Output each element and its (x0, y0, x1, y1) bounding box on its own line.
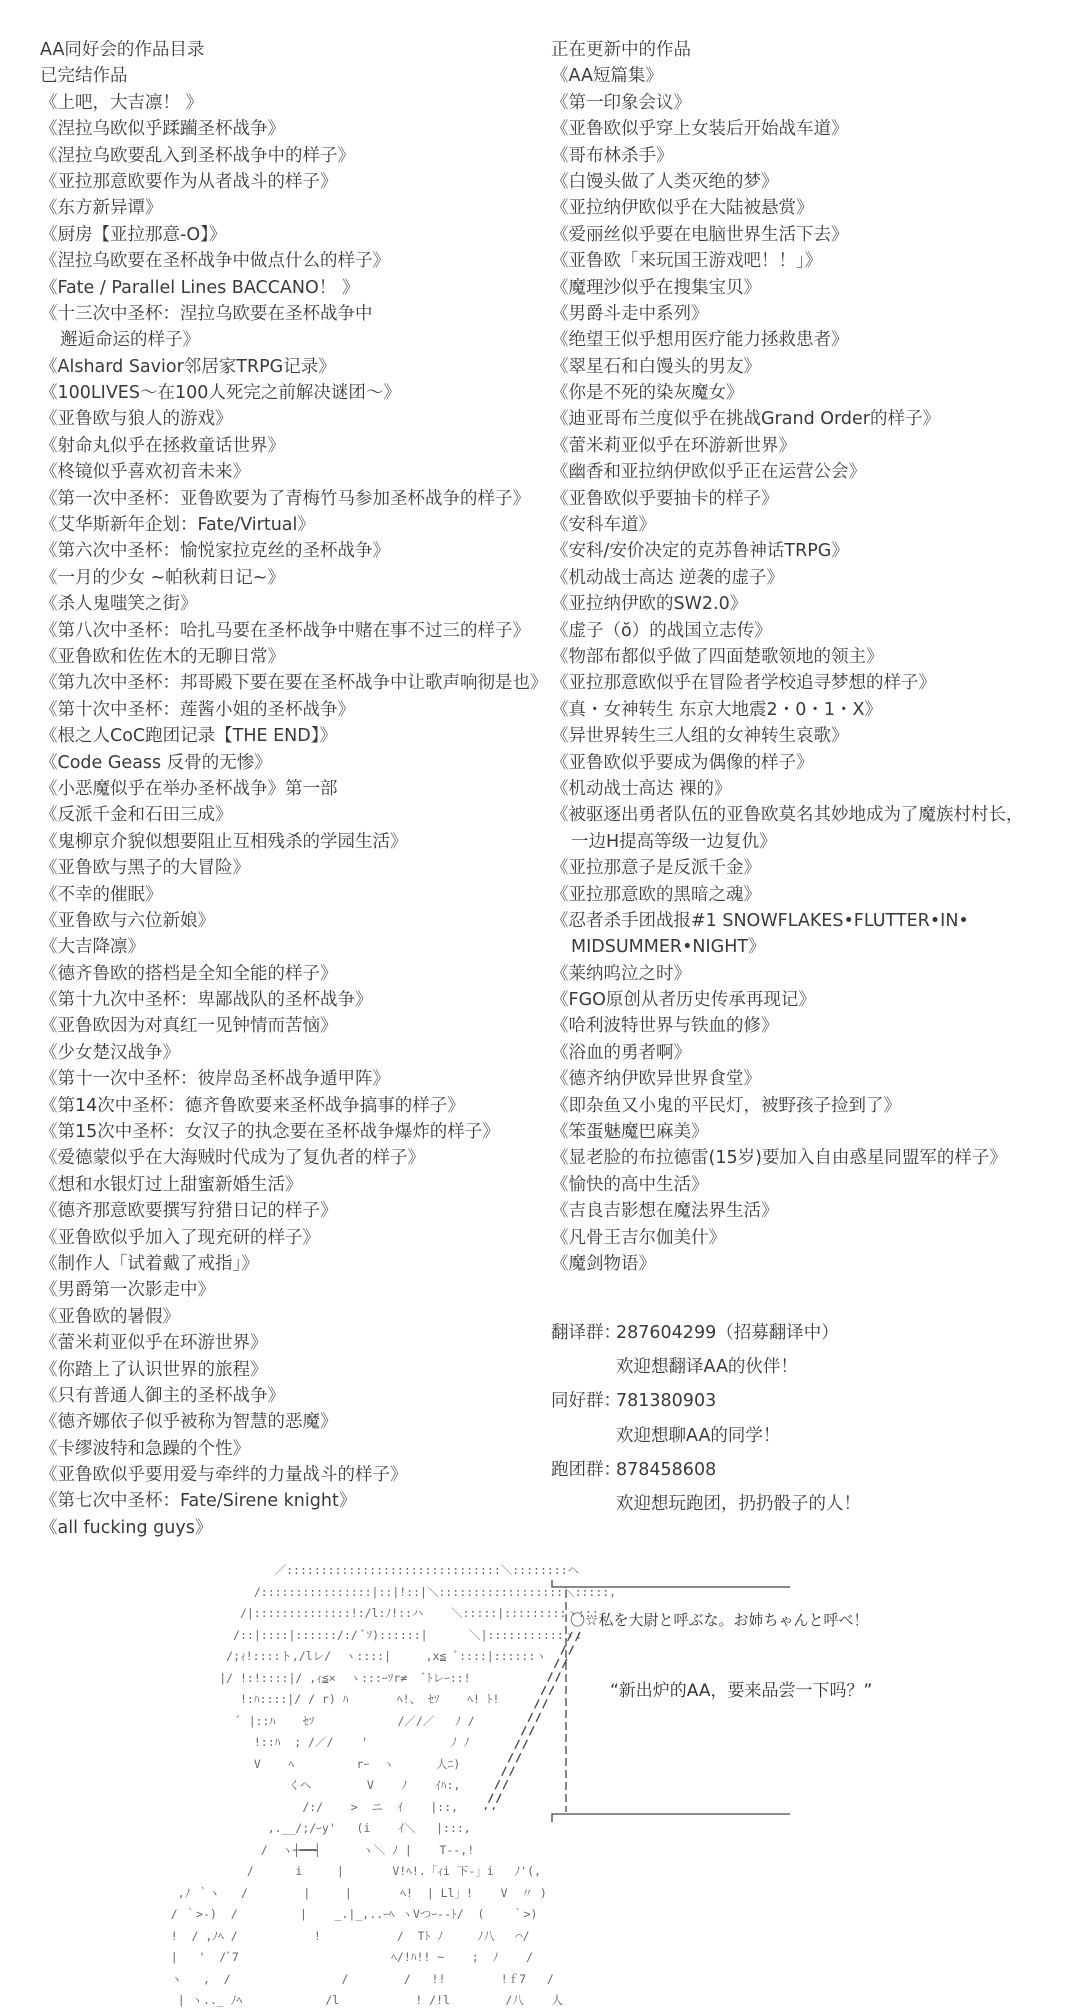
work-title-item: 《第八次中圣杯：哈扎马要在圣杯战争中赌在事不过三的样子》 (40, 620, 530, 641)
work-title-item: 《笨蛋魅魔巴麻美》 (551, 1122, 709, 1143)
work-title-item: 《柊镜似乎喜欢初音未来》 (40, 462, 250, 483)
frame-top-corner (552, 1580, 790, 1587)
work-title-item: 《被驱逐出勇者队伍的亚鲁欧莫名其妙地成为了魔族村村长， (551, 805, 1024, 826)
group-note: 欢迎想玩跑团，扔扔骰子的人！ (616, 1493, 861, 1514)
work-title-item: 《机动战士高达 裸的》 (551, 778, 732, 799)
work-title-item: 《机动战士高达 逆袭的虚子》 (551, 567, 785, 588)
work-title-item: 《你是不死的染灰魔女》 (551, 383, 744, 404)
group-note: 欢迎想翻译AA的伙伴！ (616, 1357, 798, 1378)
work-title-item: 《只有普通人御主的圣杯战争》 (40, 1385, 285, 1406)
work-title-item: 《显老脸的布拉德雷(15岁)要加入自由惑星同盟军的样子》 (551, 1148, 1007, 1169)
work-title-item: 《魔剑物语》 (551, 1253, 656, 1274)
work-title-item: 《哈利波特世界与铁血的修》 (551, 1016, 779, 1037)
work-title-item: 《东方新异谭》 (40, 198, 163, 219)
work-title-item: 《亚拉那意欧似乎在冒险者学校追寻梦想的样子》 (551, 673, 936, 694)
group-number: 287604299（招募翻译中） (616, 1323, 839, 1343)
work-title-item: 《真・女神转生 东京大地震2・0・1・X》 (551, 699, 882, 720)
work-title-item: 《亚鲁欧与六位新娘》 (40, 910, 215, 931)
work-title-item: 《浴血的勇者啊》 (551, 1042, 691, 1063)
work-title-item: 《Alshard Savior邻居家TRPG记录》 (40, 356, 336, 377)
work-title-item: 《愉快的高中生活》 (551, 1174, 709, 1195)
work-title-item: 《反派千金和石田三成》 (40, 805, 233, 826)
work-title-item: 《上吧，大吉凛！ 》 (40, 92, 204, 113)
work-title-item: 《吉良吉影想在魔法界生活》 (551, 1201, 779, 1222)
work-title-item: 《亚拉那意子是反派千金》 (551, 858, 761, 879)
work-title-item: 《亚拉那意欧的黑暗之魂》 (551, 884, 761, 905)
work-title-item: 《第十一次中圣杯：彼岸岛圣杯战争遁甲阵》 (40, 1069, 390, 1090)
work-title-item: 《涅拉乌欧要在圣杯战争中做点什么的样子》 (40, 251, 390, 272)
work-title-item: 《亚拉纳伊欧的SW2.0》 (551, 594, 748, 615)
work-title-item: 《卡缪波特和急躁的个性》 (40, 1438, 250, 1459)
group-number: 781380903 (616, 1391, 717, 1412)
staff-line-b (493, 1632, 580, 1810)
work-title-item: 《德齐那意欧要撰写狩猎日记的样子》 (40, 1201, 338, 1222)
work-title-item: 《制作人「试着戴了戒指」》 (40, 1253, 259, 1274)
work-title-item: 《白馒头做了人类灭绝的梦》 (551, 171, 779, 192)
work-title-item: 一边H提高等级一边复仇》 (571, 831, 777, 852)
work-title-item: 《亚拉纳伊欧似乎在大陆被悬赏》 (551, 198, 814, 219)
work-title-item: 《厨房【亚拉那意-O】》 (40, 224, 227, 245)
frame-bottom-corner (552, 1814, 790, 1822)
work-title-item: 《射命丸似乎在拯救童话世界》 (40, 435, 285, 456)
catalog-title: AA同好会的作品目录 (40, 40, 205, 60)
work-title-item: 《大吉降凛》 (40, 937, 145, 958)
work-title-item: 《第九次中圣杯：邦哥殿下要在要在圣杯战争中让歌声响彻是也》 (40, 673, 548, 694)
work-title-item: 《亚鲁欧与狼人的游戏》 (40, 409, 233, 430)
work-title-item: 《异世界转生三人组的女神转生哀歌》 (551, 726, 849, 747)
staff-line-a (485, 1632, 572, 1810)
speech-caption: 〇☆私を大尉と呼ぶな。お姉ちゃんと呼べ！ (570, 1611, 869, 1629)
work-title-item: 《亚鲁欧与黑子的大冒险》 (40, 858, 250, 879)
group-number: 878458608 (616, 1459, 717, 1480)
work-title-item: 《爱德蒙似乎在大海贼时代成为了复仇者的样子》 (40, 1148, 425, 1169)
work-title-item: 《忍者杀手团战报#1 SNOWFLAKES•FLUTTER•IN• (551, 910, 969, 931)
work-title-item: 《第十九次中圣杯：卑鄙战队的圣杯战争》 (40, 990, 373, 1011)
work-title-item: 《亚鲁欧因为对真红一见钟情而苦恼》 (40, 1016, 338, 1037)
work-title-item: 《虚子（ŏ）的战国立志传》 (551, 620, 772, 641)
work-title-item: 《你踏上了认识世界的旅程》 (40, 1359, 268, 1380)
work-title-item: 《德齐鲁欧的搭档是全知全能的样子》 (40, 963, 338, 984)
work-title-item: 《亚拉那意欧要作为从者战斗的样子》 (40, 171, 338, 192)
work-title-item: 《亚鲁欧的暑假》 (40, 1306, 180, 1327)
work-title-item: 《迪亚哥布兰度似乎在挑战Grand Order的样子》 (551, 409, 940, 430)
work-title-item: 邂逅命运的样子》 (60, 330, 200, 351)
work-title-item: 《莱纳呜泣之时》 (551, 963, 691, 984)
speech-text: “新出炉的AA，要来品尝一下吗？” (610, 1681, 873, 1701)
work-title-item: 《第一次中圣杯：亚鲁欧要为了青梅竹马参加圣杯战争的样子》 (40, 488, 530, 509)
work-title-item: 《亚鲁欧似乎加入了现充研的样子》 (40, 1227, 320, 1248)
work-title-item: 《男爵第一次影走中》 (40, 1280, 215, 1301)
work-title-item: 《亚鲁欧似乎要用爱与牵绊的力量战斗的样子》 (40, 1465, 408, 1486)
work-title-item: 《艾华斯新年企划：Fate/Virtual》 (40, 515, 315, 536)
work-title-item: 《德齐娜依子似乎被称为智慧的恶魔》 (40, 1412, 338, 1433)
work-title-item: 《第14次中圣杯：德齐鲁欧要来圣杯战争搞事的样子》 (40, 1095, 465, 1116)
work-title-item: 《绝望王似乎想用医疗能力拯救患者》 (551, 330, 849, 351)
group-label: 同好群： (551, 1391, 621, 1412)
group-label: 跑团群： (551, 1459, 621, 1480)
work-title-item: 《鬼柳京介貌似想要阻止互相残杀的学园生活》 (40, 831, 408, 852)
work-title-item: 《一月的少女 ~帕秋莉日记~》 (40, 567, 285, 588)
work-title-item: 《AA短篇集》 (551, 66, 663, 87)
work-title-item: 《德齐纳伊欧异世界食堂》 (551, 1069, 761, 1090)
group-note: 欢迎想聊AA的同学！ (616, 1425, 781, 1446)
work-title-item: 《凡骨王吉尔伽美什》 (551, 1227, 726, 1248)
work-title-item: 《all fucking guys》 (40, 1517, 213, 1538)
work-title-item: 《杀人鬼嗤笑之街》 (40, 594, 198, 615)
work-title-item: 《爱丽丝似乎要在电脑世界生活下去》 (551, 224, 849, 245)
work-title-item: 《哥布林杀手》 (551, 145, 674, 166)
work-title-item: 《100LIVES～在100人死完之前解决谜团～》 (40, 383, 401, 404)
work-title-item: 《安科车道》 (551, 515, 656, 536)
work-title-item: 《幽香和亚拉纳伊欧似乎正在运营公会》 (551, 462, 866, 483)
work-title-item: 《蕾米莉亚似乎在环游新世界》 (551, 435, 796, 456)
work-title-item: 《Code Geass 反骨的无惨》 (40, 752, 272, 773)
work-title-item: 《亚鲁欧似乎穿上女装后开始战车道》 (551, 119, 849, 140)
work-title-item: 《涅拉乌欧要乱入到圣杯战争中的样子》 (40, 145, 355, 166)
work-title-item: 《不幸的催眠》 (40, 884, 163, 905)
work-title-item: 《亚鲁欧和佐佐木的无聊日常》 (40, 646, 285, 667)
work-title-item: 《翠星石和白馒头的男友》 (551, 356, 761, 377)
work-title-item: 《小恶魔似乎在举办圣杯战争》第一部 (40, 778, 338, 799)
work-title-item: 《FGO原创从者历史传承再现记》 (551, 990, 816, 1011)
work-title-item: MIDSUMMER•NIGHT》 (571, 937, 766, 958)
work-title-item: 《物部布都似乎做了四面楚歌领地的领主》 (551, 646, 884, 667)
ascii-art-character: ／:::::::::::::::::::::::::::::::＼::::::::ヘ /::::::::::::::::|::|!::|＼::::::::::::::::::＼:::::, /|::::::::::::::!:/l:ﾉ!::ハ ＼:::::|:::::::::ヽ:::, /::|::::|::::::/:/ ﾞｿ)::::::| ＼|:::::::::::ヽ: /;ｨ!::::ト,/lレ/ ヽ::::| ,x≦ ﾞ::::|::::::ヽ |/ !:!::::|/ ,ｨ≦× ヽ:::ｰｿr≠ ﾞﾄレｰ::! !:ﾊ::::|/ / r) ﾊ ﾍ!、 ｾｿ ﾍ! ﾄ! ﾞ |::ﾊ ｾｿ /／/／ ﾉ / !::ﾊ ; /／/ ' ﾉ ﾉ V ﾍ rｰ ヽ 人ﾆ) くへ V ﾉ ｲﾊ:, /:/ > ニ ｲ |::, ,.__/;/ｰy' (i ｲ＼ |:::, / ヽ┼━━┥ ヽ＼ ﾉ | T‐-,! / i | V!ﾍ!.「ｨi 下‐」i ﾉ'(, ,ﾉ ｀ヽ / | | ﾍ! | Ll」! V 〃 ) / ｀>‐) / | _.|_,..ｰﾍ ヽVつｰ--ﾄ/ ( ｀>) ! / ,ﾉﾍ / ! / Tﾄ ﾉ ﾉ八 ⌒/ | ' /ﾞ7 ﾍ/!ﾊ!! ~ ; ﾉ / ヽ , / / / !! !ｆ7 / | ヽ.._ ﾉﾍ /l ! /!l /八 人 (170, 1563, 617, 2007)
work-title-item: 《蕾米莉亚似乎在环游世界》 (40, 1333, 268, 1354)
work-title-item: 《男爵斗走中系列》 (551, 303, 709, 324)
group-label: 翻译群： (551, 1323, 621, 1343)
work-title-item: 《涅拉乌欧似乎蹂躏圣杯战争》 (40, 119, 285, 140)
work-title-item: 《魔理沙似乎在搜集宝贝》 (551, 277, 761, 298)
work-title-item: 《亚鲁欧似乎要成为偶像的样子》 (551, 752, 814, 773)
work-title-item: 《十三次中圣杯：涅拉乌欧要在圣杯战争中 (40, 303, 373, 324)
work-title-item: 《少女楚汉战争》 (40, 1042, 180, 1063)
work-title-item: 《第15次中圣杯：女汉子的执念要在圣杯战争爆炸的样子》 (40, 1122, 500, 1143)
work-title-item: 《即杂鱼又小鬼的平民灯，被野孩子捡到了》 (551, 1095, 901, 1116)
work-title-item: 《想和水银灯过上甜蜜新婚生活》 (40, 1174, 303, 1195)
ongoing-section-heading: 正在更新中的作品 (551, 40, 691, 60)
work-title-item: 《安科/安价决定的克苏鲁神话TRPG》 (551, 541, 849, 562)
work-title-item: 《第七次中圣杯：Fate/Sirene knight》 (40, 1491, 357, 1512)
work-title-item: 《根之人CoC跑团记录【THE END】》 (40, 726, 337, 747)
work-title-item: 《第十次中圣杯：莲酱小姐的圣杯战争》 (40, 699, 355, 720)
work-title-item: 《第一印象会议》 (551, 92, 691, 113)
work-title-item: 《第六次中圣杯：愉悦家拉克丝的圣杯战争》 (40, 541, 390, 562)
work-title-item: 《亚鲁欧似乎要抽卡的样子》 (551, 488, 779, 509)
work-title-item: 《Fate / Parallel Lines BACCANO！ 》 (40, 277, 360, 298)
completed-section-heading: 已完结作品 (40, 66, 128, 87)
work-title-item: 《亚鲁欧「来玩国王游戏吧！！」》 (551, 251, 823, 272)
